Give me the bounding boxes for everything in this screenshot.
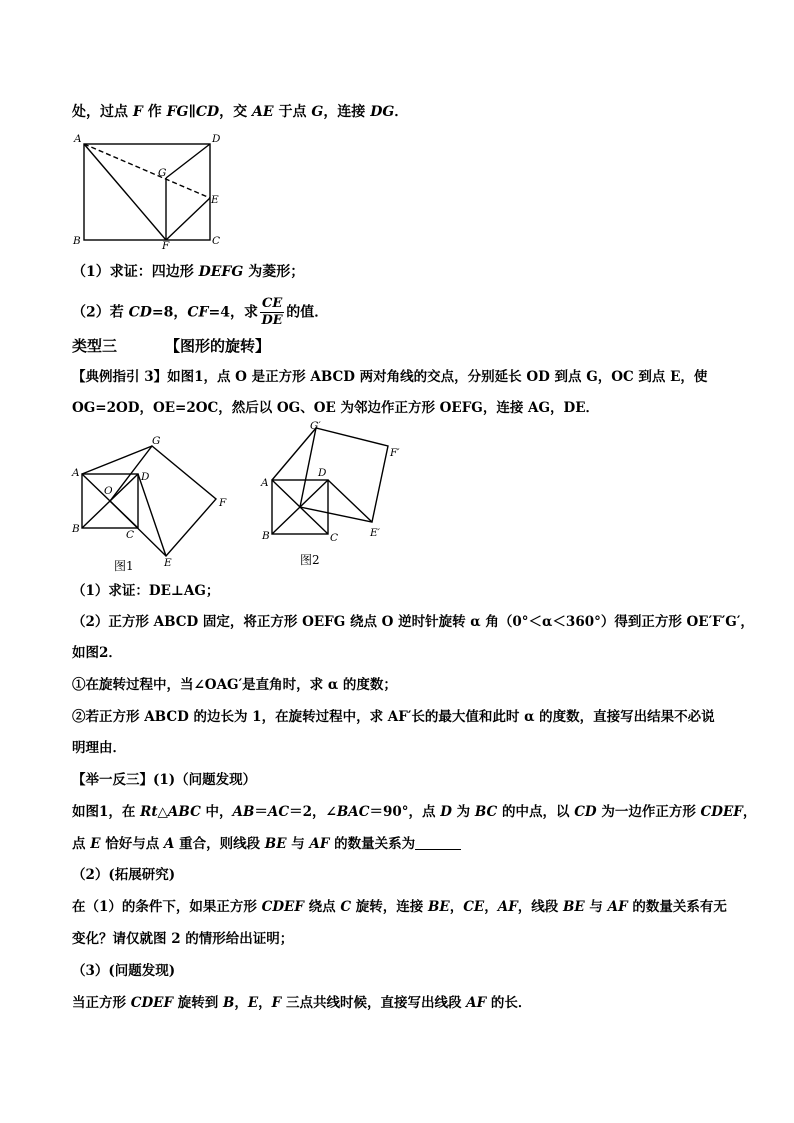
label-a: A [72,467,80,479]
text: 在（1）的条件下，如果正方形 [72,899,262,915]
text: =8， [151,304,188,321]
figure-rectangle [68,130,228,250]
type-heading [72,336,270,356]
figure-caption: 图1 [114,559,134,573]
text: ， [258,995,272,1011]
math-var: AF [466,995,487,1011]
text: （1）求证：四边形 [72,264,199,280]
label-b: B [262,530,270,542]
text: ，交 [219,104,253,120]
math-var: F [132,104,143,120]
math-var: E [247,995,259,1011]
math-var: BE [563,899,585,915]
label-e: E [211,194,219,206]
text: 的中点，以 [497,804,575,820]
text: 为菱形； [243,264,305,280]
example-line-1: 【典例指引 3】如图1，点 O 是正方形 ABCD 两对角线的交点，分别延长 OD 到点 G，OC 到点 E，使 [72,369,708,385]
example-question-2a: （2）正方形 ABCD 固定，将正方形 OEFG 绕点 O 逆时针旋转 α 角（0°＜α＜360°）得到正方形 OE′F′G′， [72,614,754,630]
math-var: CD [574,804,597,820]
label-o: O [104,485,113,497]
text: 旋转，连接 [351,899,428,915]
math-var: AF [497,899,518,915]
text: =4，求 [208,304,258,321]
label-g: G [158,167,167,179]
math-var: CD [128,304,152,321]
segment-fe [166,198,210,240]
example-sub-2a: ②若正方形 ABCD 的边长为 1，在旋转过程中，求 AF′长的最大值和此时 α 的度数，直接写出结果不必说 [72,709,715,725]
math-var: CF [187,304,209,321]
math-var: BE [264,836,287,852]
text: ， [484,899,498,915]
math-var: Rt△ABC [140,804,201,820]
practice-line-3 [72,897,727,917]
practice-heading-2: （2）(拓展研究) [72,867,176,883]
math-var: DG [370,104,395,120]
figure-2-rotated [254,418,424,568]
segment-ag [272,428,316,480]
math-var: CDEF [261,899,304,915]
text: 作 [142,104,167,120]
segment-gd [166,144,210,178]
text: ， [742,804,757,820]
math-var: AF [607,899,628,915]
label-c: C [330,532,339,544]
text: 如图1，在 [72,804,141,820]
math-var: AE [252,104,274,120]
text: ＝90°，点 [369,804,441,820]
math-var: BC [474,804,498,820]
label-e: E [164,557,172,569]
text: 与 [286,836,310,852]
practice-heading: 【举一反三】(1)（问题发现） [72,772,257,788]
label-d: D [212,133,221,145]
label-d: D [318,467,327,479]
label-f: F [162,240,170,250]
example-question-1: （1）求证：DE⊥AG； [72,583,220,599]
text: 三点共线时候，直接写出线段 [281,995,467,1011]
math-var: CDEF [130,995,174,1011]
label-a: A [74,133,82,145]
label-d: D [141,471,150,483]
label-c: C [126,529,135,541]
math-var: CE [463,899,485,915]
math-var: AC [267,804,290,820]
text: 的值． [286,304,329,321]
text: 当正方形 [72,995,131,1011]
math-var: F [271,995,282,1011]
practice-heading-3: （3）(问题发现) [72,963,176,979]
text: 处，过点 [72,104,133,120]
text: 中， [200,804,233,820]
question-2 [72,296,328,329]
math-var: E [90,836,101,852]
label-b: B [73,235,81,247]
math-var: ∠BAC [325,804,370,820]
answer-blank[interactable] [415,835,461,850]
text: 点 [72,836,91,852]
text: ， [234,995,248,1011]
text: ＝ [254,804,268,820]
text: 为一边作正方形 [596,804,701,820]
label-b: B [72,523,80,535]
square-oe-f-g [300,428,388,522]
example-sub-2b: 明理由． [72,740,126,756]
practice-line-4: 变化？请仅就图 2 的情形给出证明； [72,931,294,947]
text: ，连接 [323,104,371,120]
label-a: A [261,477,269,489]
figure-caption: 图2 [300,553,320,567]
practice-line-5 [72,993,531,1013]
math-var: G [311,104,324,120]
math-var: B [222,995,235,1011]
intro-line [72,102,408,122]
label-g: G′ [310,420,321,432]
text: 为 [451,804,475,820]
math-var: DEFG [198,264,244,280]
math-var: AB [232,804,255,820]
label-g: G [152,435,161,447]
math-var: FG∥CD [166,104,220,120]
math-var: C [340,899,352,915]
text: ＝2， [289,804,326,820]
label-f: F [219,497,227,509]
label-e: E′ [370,527,381,539]
text: 的数量关系有无 [627,899,727,915]
text: 恰好与点 [100,836,164,852]
math-var: D [440,804,452,820]
text: 于点 [273,104,312,120]
practice-line-1 [72,802,756,822]
math-var: AF [309,836,330,852]
example-line-2: OG=2OD，OE=2OC，然后以 OG、OE 为邻边作正方形 OEFG，连接 AG，DE． [72,400,600,416]
segment-de [328,480,372,522]
practice-line-2 [72,834,461,854]
math-var: BE [427,899,450,915]
segment-af [84,144,166,240]
fraction-denominator: DE [261,313,283,328]
math-var: A [163,836,175,852]
segment-ae-dashed [84,144,210,198]
math-var: CDEF [700,804,743,820]
label-c: C [212,235,221,247]
text: 的数量关系为 [329,836,416,852]
fraction-ce-de [260,296,284,329]
segment-de [138,474,166,556]
label-f: F′ [390,447,400,459]
type-label: 类型三 [72,337,118,355]
example-question-2b: 如图2． [72,645,122,661]
text: ， [449,899,464,915]
text: （2）若 [72,304,129,321]
fraction-numerator: CE [261,296,283,311]
text: 的长． [486,995,532,1011]
text: 重合，则线段 [174,836,265,852]
text: 与 [584,899,608,915]
type-title: 【图形的旋转】 [165,337,271,355]
text: ，线段 [517,899,563,915]
text: 绕点 [303,899,341,915]
text: 旋转到 [173,995,223,1011]
text: ． [394,104,409,120]
figure-1-squares [66,432,244,574]
question-1 [72,262,304,282]
example-sub-1: ①在旋转过程中，当∠OAG′是直角时，求 α 的度数； [72,677,397,693]
